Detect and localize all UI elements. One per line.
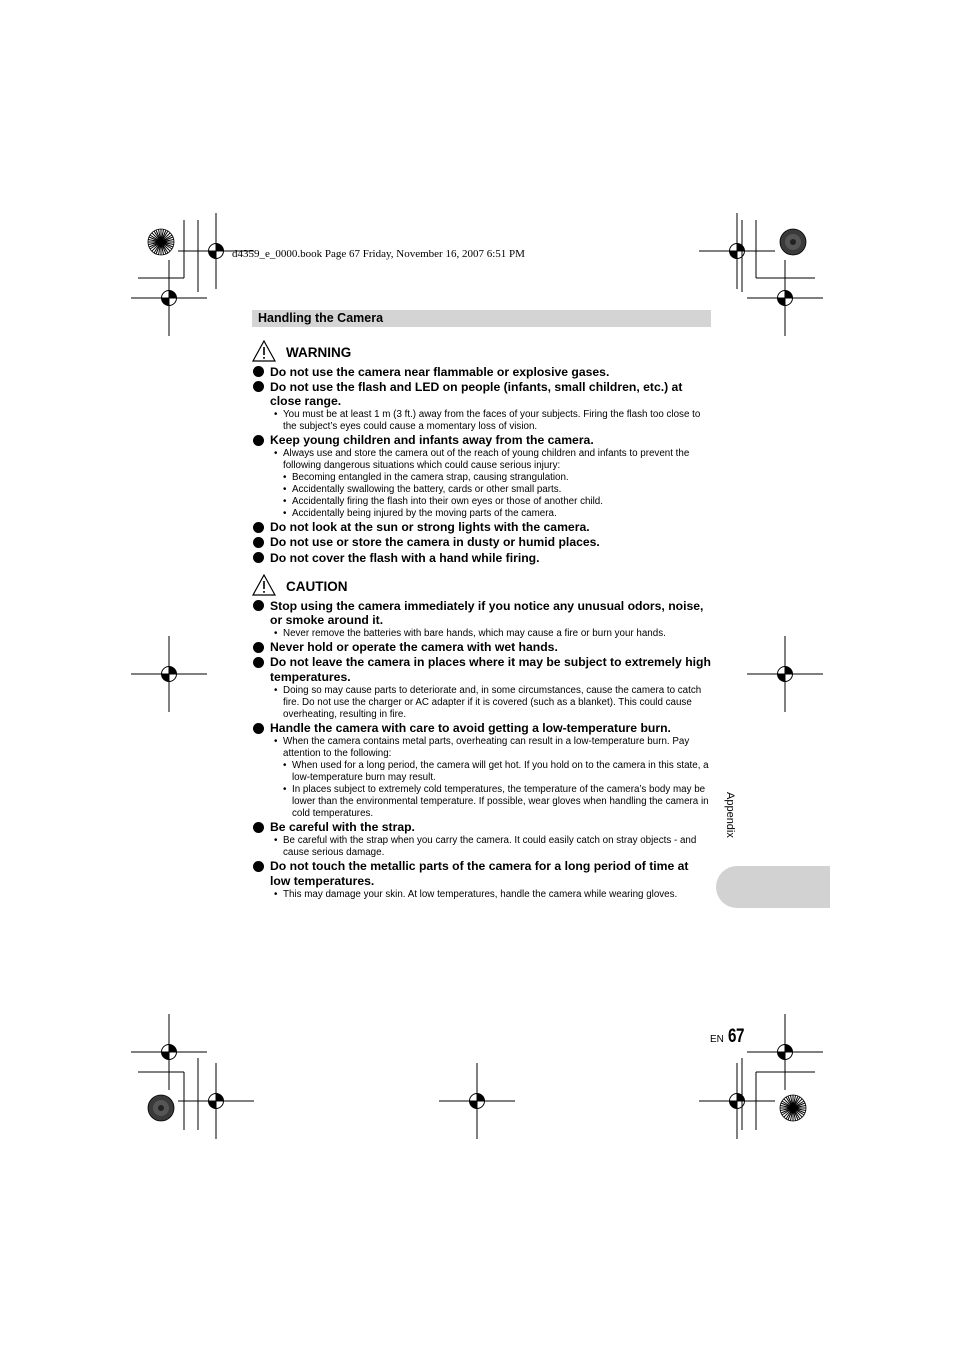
file-header: d4359_e_0000.book Page 67 Friday, November 16, 2007 6:51 PM: [232, 248, 525, 260]
sub-note: • Accidentally swallowing the battery, cards or other small parts.: [283, 483, 562, 495]
caution-item: Never hold or operate the camera with wet hands.: [252, 640, 712, 655]
bullet-icon: [253, 435, 264, 446]
bullet-icon: [253, 381, 264, 392]
side-tab-label: Appendix: [724, 792, 736, 838]
bullet-icon: [253, 822, 264, 833]
sub-note: • Accidentally firing the flash into their own eyes or those of another child.: [283, 495, 603, 507]
note: • Never remove the batteries with bare hands, which may cause a fire or burn your hands.: [274, 627, 666, 639]
caution-heading: CAUTION: [286, 579, 348, 595]
note: • Always use and store the camera out of the reach of young children and infants to prevent the following dangerous situations which could cause serious injury:: [274, 447, 690, 471]
bullet-icon: [253, 537, 264, 548]
page-footer: [710, 1026, 749, 1048]
warning-item: Do not use the camera near flammable or explosive gases.: [252, 365, 712, 380]
caution-heading-row: [252, 574, 712, 598]
sub-note: • Accidentally being injured by the moving parts of the camera.: [283, 507, 557, 519]
page-number: 67: [728, 1026, 745, 1047]
caution-item: Handle the camera with care to avoid getting a low-temperature burn.: [252, 721, 712, 736]
warning-triangle-icon: [252, 340, 276, 362]
bullet-icon: [253, 366, 264, 377]
side-tab: [716, 866, 830, 908]
warning-item: Do not cover the flash with a hand while firing.: [252, 551, 712, 566]
caution-item: Stop using the camera immediately if you notice any unusual odors, noise, or smoke around it.: [252, 599, 712, 628]
warning-item: Do not use or store the camera in dusty or humid places.: [252, 535, 712, 550]
note: • When the camera contains metal parts, overheating can result in a low-temperature burn. Pay attention to the following:: [274, 735, 690, 759]
bullet-icon: [253, 723, 264, 734]
warning-item: Do not look at the sun or strong lights with the camera.: [252, 520, 712, 535]
bullet-icon: [253, 522, 264, 533]
bullet-icon: [253, 861, 264, 872]
note: • You must be at least 1 m (3 ft.) away from the faces of your subjects. Firing the flash too close to the subject’s eyes could cause a momentary loss of vision.: [274, 408, 701, 432]
section-header-bar: [252, 310, 711, 327]
sub-note: • In places subject to extremely cold temperatures, the temperature of the camera’s body may be lower than the environmental temperature. If possible, wear gloves when handling the camera in cold temperatures.: [283, 783, 709, 819]
warning-heading: WARNING: [286, 345, 352, 360]
bullet-icon: [253, 642, 264, 653]
note: • This may damage your skin. At low temperatures, handle the camera while wearing gloves.: [274, 888, 678, 900]
bullet-icon: [253, 600, 264, 611]
note: • Be careful with the strap when you carry the camera. It could easily catch on stray objects - and cause serious damage.: [274, 834, 697, 858]
caution-triangle-icon: [252, 574, 276, 596]
warning-item: Keep young children and infants away from the camera.: [252, 433, 712, 448]
sub-note: • Becoming entangled in the camera strap, causing strangulation.: [283, 471, 569, 483]
sub-note: • When used for a long period, the camera will get hot. If you hold on to the camera in this state, a low-temperature burn may result.: [283, 759, 709, 783]
caution-item: Do not touch the metallic parts of the camera for a long period of time at low temperatures.: [252, 859, 712, 888]
language-code: EN: [710, 1034, 724, 1045]
bullet-icon: [253, 552, 264, 563]
note: • Doing so may cause parts to deteriorate and, in some circumstances, cause the camera to catch fire. Do not use the charger or AC adapter if it is covered (such as a blanket). This could cause overheating, resulting in fire.: [274, 684, 702, 720]
bullet-icon: [253, 657, 264, 668]
warning-item: Do not use the flash and LED on people (infants, small children, etc.) at close range.: [252, 380, 712, 409]
page-content: [252, 340, 712, 901]
caution-item: Be careful with the strap.: [252, 820, 712, 835]
caution-item: Do not leave the camera in places where it may be subject to extremely high temperatures.: [252, 655, 712, 684]
section-title: Handling the Camera: [258, 311, 384, 325]
warning-heading-row: [252, 340, 712, 364]
